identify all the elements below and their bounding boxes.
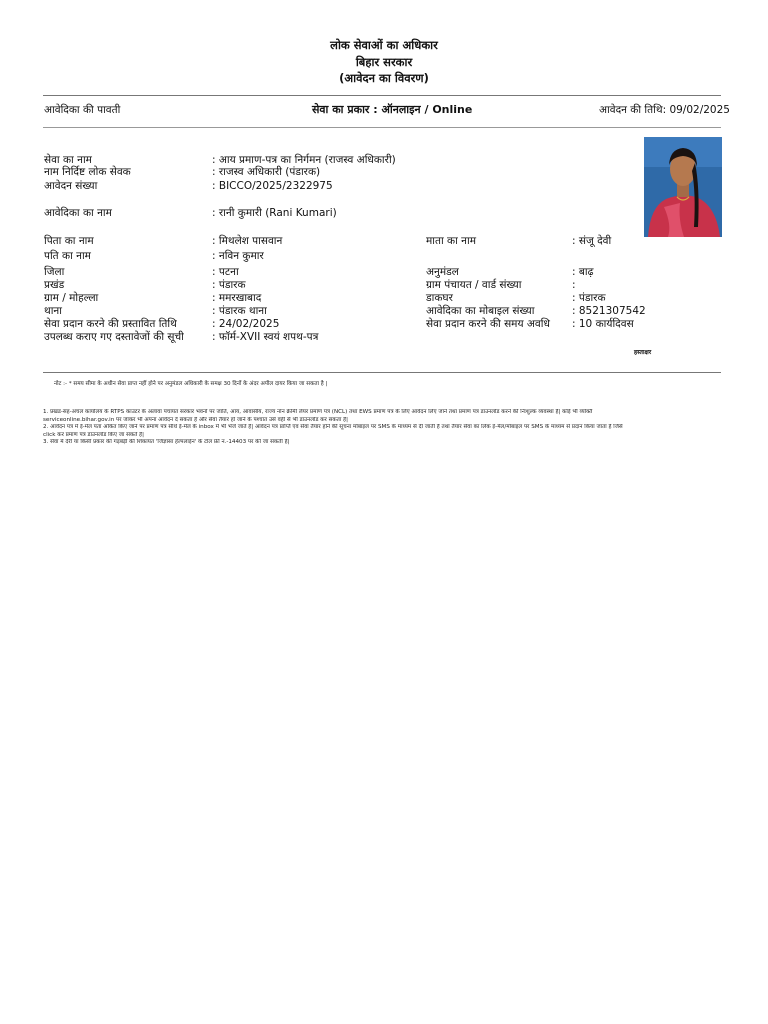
documents-label: उपलब्ध कराए गए दस्तावेजों की सूची xyxy=(44,331,184,343)
footnote-2b: click कर प्रमाण पत्र डाउनलोड किए जा सकते है| xyxy=(43,431,144,438)
top-divider xyxy=(43,95,721,96)
header-line-2: बिहार सरकार xyxy=(355,55,413,69)
district-value: : पटना xyxy=(212,266,239,278)
village-value: : ममरखाबाद xyxy=(212,292,262,304)
officer-value: : राजस्व अधिकारी (पंडारक) xyxy=(212,166,321,178)
applicant-name-value: : रानी कुमारी (Rani Kumari) xyxy=(212,207,337,219)
block-label: प्रखंड xyxy=(44,279,65,291)
footnote-3: 3. सेवा में देरी या किसी प्रकार की गड़बड़ी की शिकायत 'जिज्ञासा हेल्पलाईन' के टॉल फ्री नं.-14403 पर की जा सकती है| xyxy=(43,439,290,445)
application-number-label: आवेदन संख्या xyxy=(44,180,98,192)
post-office-value: : पंडारक xyxy=(572,292,606,304)
sub-divider xyxy=(43,127,721,128)
district-label: जिला xyxy=(44,266,65,278)
panchayat-value: : xyxy=(572,279,576,291)
documents-value: : फॉर्म-XVII स्वयं शपथ-पत्र xyxy=(212,331,319,343)
mobile-label: आवेदिका का मोबाइल संख्या xyxy=(426,305,535,317)
mobile-value: : 8521307542 xyxy=(572,305,646,317)
applicant-name-label: आवेदिका का नाम xyxy=(44,207,112,219)
mother-name-label: माता का नाम xyxy=(426,235,476,247)
application-date: आवेदन की तिथि: 09/02/2025 xyxy=(599,104,730,116)
father-name-value: : मिथलेश पासवान xyxy=(212,235,283,247)
husband-name-label: पति का नाम xyxy=(44,250,91,262)
service-period-label: सेवा प्रदान करने की समय अवधि xyxy=(426,318,550,330)
police-station-value: : पंडारक थाना xyxy=(212,305,267,317)
village-label: ग्राम / मोहल्ला xyxy=(44,292,99,304)
signature-label: हस्ताक्षर xyxy=(634,349,652,356)
note-divider xyxy=(43,372,721,373)
husband-name-value: : नविन कुमार xyxy=(212,250,264,262)
mother-name-value: : संजू देवी xyxy=(572,235,612,247)
service-name-label: सेवा का नाम xyxy=(44,154,92,166)
appeal-note: नोट :- * समय सीमा के अधीन सेवा प्राप्त नहीं होने पर अनुमंडल अधिकारी के समक्ष 30 दिनों के अंदर अपील दायर किया जा सकता है | xyxy=(54,381,328,387)
subdivision-label: अनुमंडल xyxy=(426,266,459,278)
application-number-value: : BICCO/2025/2322975 xyxy=(212,180,333,192)
applicant-photo xyxy=(644,137,722,237)
footnote-2a: 2. आवेदन पत्र में ई-मेल पता अंकित किए जाने पर प्रमाण पत्र सीधे ई-मेल के inbox में भी भेजे जाते है| आवेदन पत्र प्राप्ति एवं सेवा तैयार होने की सूचना मोबाइल पर SMS के माध्यम से दी जाती है तथा तैयार सेवा का लिंक ई-मेल/मोबाइल पर SMS के माध्यम से प्रदान किया जाता है जिसे xyxy=(43,424,623,430)
footnote-1a: 1. प्रखंड-सह-अंचल कार्यालय के RTPS काउंटर के अलावा पंचायत सरकार भवनों पर जाति, आय, आवासीय, राज्य नॉन क्रीमी लेयर प्रमाण पत्र (NCL) तथा EWS प्रमाण पत्र के लिए आवेदन लिए जाने तथा प्रमाण पत्र डाउनलोड करने की निःशुल्क व्यवस्था है| कोई भी व्यक्ति xyxy=(43,409,593,415)
acknowledgement-label: आवेदिका की पावती xyxy=(44,104,121,116)
proposed-date-value: : 24/02/2025 xyxy=(212,318,280,330)
police-station-label: थाना xyxy=(44,305,62,317)
header-line-1: लोक सेवाओं का अधिकार xyxy=(330,38,438,52)
service-name-value: : आय प्रमाण-पत्र का निर्गमन (राजस्व अधिकारी) xyxy=(212,154,396,166)
proposed-date-label: सेवा प्रदान करने की प्रस्तावित तिथि xyxy=(44,318,177,330)
block-value: : पंडारक xyxy=(212,279,246,291)
post-office-label: डाकघर xyxy=(426,292,453,304)
footnote-1b: serviceonline.bihar.gov.in पर जाकर भी अपना आवेदन दे सकता है और सेवा तैयार हो जाने के पश्चात उसे वहीं से भी डाउनलोड कर सकता है| xyxy=(43,416,348,423)
panchayat-label: ग्राम पंचायत / वार्ड संख्या xyxy=(426,279,522,291)
officer-label: नाम निर्दिष्ट लोक सेवक xyxy=(44,166,131,178)
header-line-3: (आवेदन का विवरण) xyxy=(339,71,429,85)
service-type: सेवा का प्रकार : ऑनलाइन / Online xyxy=(312,103,473,116)
subdivision-value: : बाढ़ xyxy=(572,266,594,278)
father-name-label: पिता का नाम xyxy=(44,235,94,247)
service-period-value: : 10 कार्यदिवस xyxy=(572,318,634,330)
